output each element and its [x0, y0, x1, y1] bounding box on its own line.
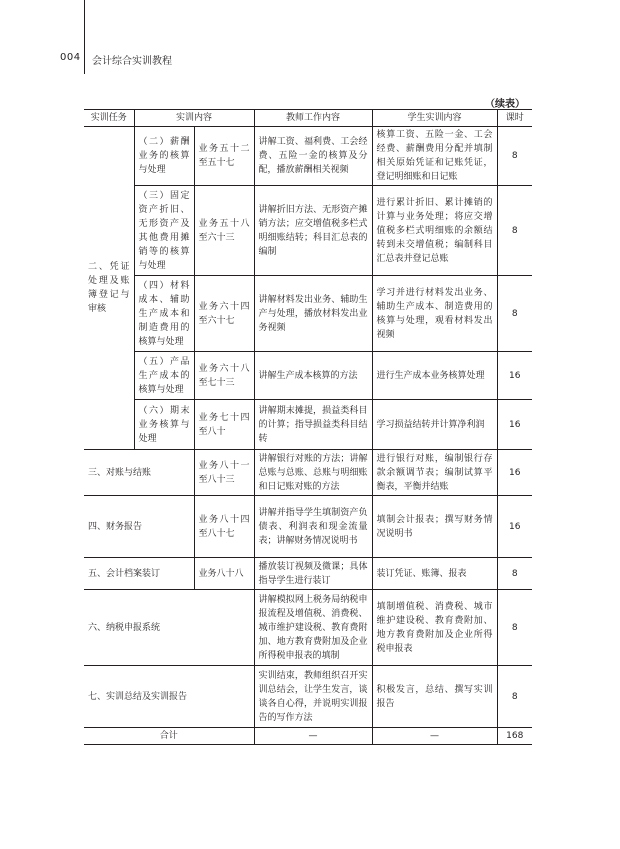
table-row — [84, 352, 532, 400]
teacher-cell: 讲解并指导学生填制资产负债表、利润表和现金流量表；讲解财务情况说明书 — [254, 496, 372, 558]
table-row — [84, 400, 532, 450]
subtask-cell: （五）产品生产成本的核算与处理 — [134, 352, 194, 400]
student-cell: 填制增值税、消费税、城市维护建设税、教育费附加、地方教育费附加及企业所得税申报表 — [372, 590, 497, 666]
hours-cell: 8 — [497, 276, 532, 352]
continued-label: （续表） — [485, 99, 525, 110]
range-cell: 业务六十八至七十三 — [194, 352, 254, 400]
hours-cell: 8 — [497, 590, 532, 666]
hours-cell: 8 — [497, 558, 532, 590]
teacher-cell: 讲解期末摊提，损益类科目的计算；指导损益类科目结转 — [254, 400, 372, 450]
page-number: 004 — [60, 52, 81, 63]
student-cell: 进行银行对账，编制银行存款余额调节表；编制试算平衡表，平衡并结账 — [372, 450, 497, 496]
table-row — [84, 276, 532, 352]
teacher-cell: 播放装订视频及微课；具体指导学生进行装订 — [254, 558, 372, 590]
task-cell: 六、纳税申报系统 — [84, 590, 254, 666]
student-cell: 填制会计报表；撰写财务情况说明书 — [372, 496, 497, 558]
teacher-cell: 实训结束，教师组织召开实训总结会，让学生发言，谈谈各自心得，并说明实训报告的写作方法 — [254, 666, 372, 728]
teacher-cell: 讲解折旧方法、无形资产摊销方法；应交增值税多栏式明细账结转；科目汇总表的编制 — [254, 186, 372, 276]
total-hours: 168 — [497, 728, 532, 745]
header-task: 实训任务 — [84, 110, 134, 127]
total-student: — — [372, 728, 497, 745]
subtask-cell: （三）固定资产折旧、无形资产及其他费用摊销等的核算与处理 — [134, 186, 194, 276]
range-cell: 业务五十八至六十三 — [194, 186, 254, 276]
header-student: 学生实训内容 — [372, 110, 497, 127]
hours-cell: 16 — [497, 352, 532, 400]
subtask-cell: （四）材料成本、辅助生产成本和制造费用的核算与处理 — [134, 276, 194, 352]
range-cell: 业务八十一至八十三 — [194, 450, 254, 496]
task-cell: 五、会计档案装订 — [84, 558, 194, 590]
header-content: 实训内容 — [134, 110, 254, 127]
hours-cell: 16 — [497, 450, 532, 496]
training-schedule-table — [84, 109, 532, 745]
hours-cell: 8 — [497, 666, 532, 728]
table-row — [84, 127, 532, 186]
student-cell: 核算工资、五险一金、工会经费、薪酬费用分配并填制相关原始凭证和记账凭证，登记明细账和日记账 — [372, 127, 497, 186]
total-teacher: — — [254, 728, 372, 745]
subtask-cell: （二）薪酬业务的核算与处理 — [134, 127, 194, 186]
header-teacher: 教师工作内容 — [254, 110, 372, 127]
total-label: 合计 — [84, 728, 254, 745]
table-row — [84, 186, 532, 276]
table-row — [84, 558, 532, 590]
student-cell: 进行生产成本业务核算处理 — [372, 352, 497, 400]
task-cell: 三、对账与结账 — [84, 450, 194, 496]
student-cell: 学习并进行材料发出业务、辅助生产成本、制造费用的核算与处理，观看材料发出视频 — [372, 276, 497, 352]
hours-cell: 8 — [497, 127, 532, 186]
table-total-row — [84, 728, 532, 745]
hours-cell: 16 — [497, 496, 532, 558]
hours-cell: 16 — [497, 400, 532, 450]
table-header-row — [84, 110, 532, 127]
student-cell: 进行累计折旧、累计摊销的计算与业务处理；将应交增值税多栏式明细账的余额结转到未交增值税；编制科目汇总表并登记总账 — [372, 186, 497, 276]
teacher-cell: 讲解生产成本核算的方法 — [254, 352, 372, 400]
teacher-cell: 讲解银行对账的方法；讲解总账与总账、总账与明细账和日记账对账的方法 — [254, 450, 372, 496]
task-cell: 四、财务报告 — [84, 496, 194, 558]
hours-cell: 8 — [497, 186, 532, 276]
header-hours: 课时 — [497, 110, 532, 127]
range-cell: 业务八十四至八十七 — [194, 496, 254, 558]
table-row — [84, 496, 532, 558]
teacher-cell: 讲解模拟网上税务局纳税申报流程及增值税、消费税、城市维护建设税、教育费附加、地方教育费附加及企业所得税申报表的填制 — [254, 590, 372, 666]
header-rule — [84, 0, 85, 74]
range-cell: 业务五十二至五十七 — [194, 127, 254, 186]
teacher-cell: 讲解工资、福利费、工会经费、五险一金的核算及分配，播放薪酬相关视频 — [254, 127, 372, 186]
range-cell: 业务七十四至八十 — [194, 400, 254, 450]
student-cell: 装订凭证、账簿、报表 — [372, 558, 497, 590]
subtask-cell: （六）期末业务核算与处理 — [134, 400, 194, 450]
table-row — [84, 590, 532, 666]
student-cell: 学习损益结转并计算净利润 — [372, 400, 497, 450]
teacher-cell: 讲解材料发出业务、辅助生产与处理，播放材料发出业务视频 — [254, 276, 372, 352]
student-cell: 积极发言，总结、撰写实训报告 — [372, 666, 497, 728]
task-cell: 七、实训总结及实训报告 — [84, 666, 254, 728]
book-title: 会计综合实训教程 — [92, 56, 172, 67]
range-cell: 业务六十四至六十七 — [194, 276, 254, 352]
task-cell: 二、凭证处理及账簿登记与审核 — [84, 127, 134, 450]
range-cell: 业务八十八 — [194, 558, 254, 590]
table-row — [84, 450, 532, 496]
table-row — [84, 666, 532, 728]
